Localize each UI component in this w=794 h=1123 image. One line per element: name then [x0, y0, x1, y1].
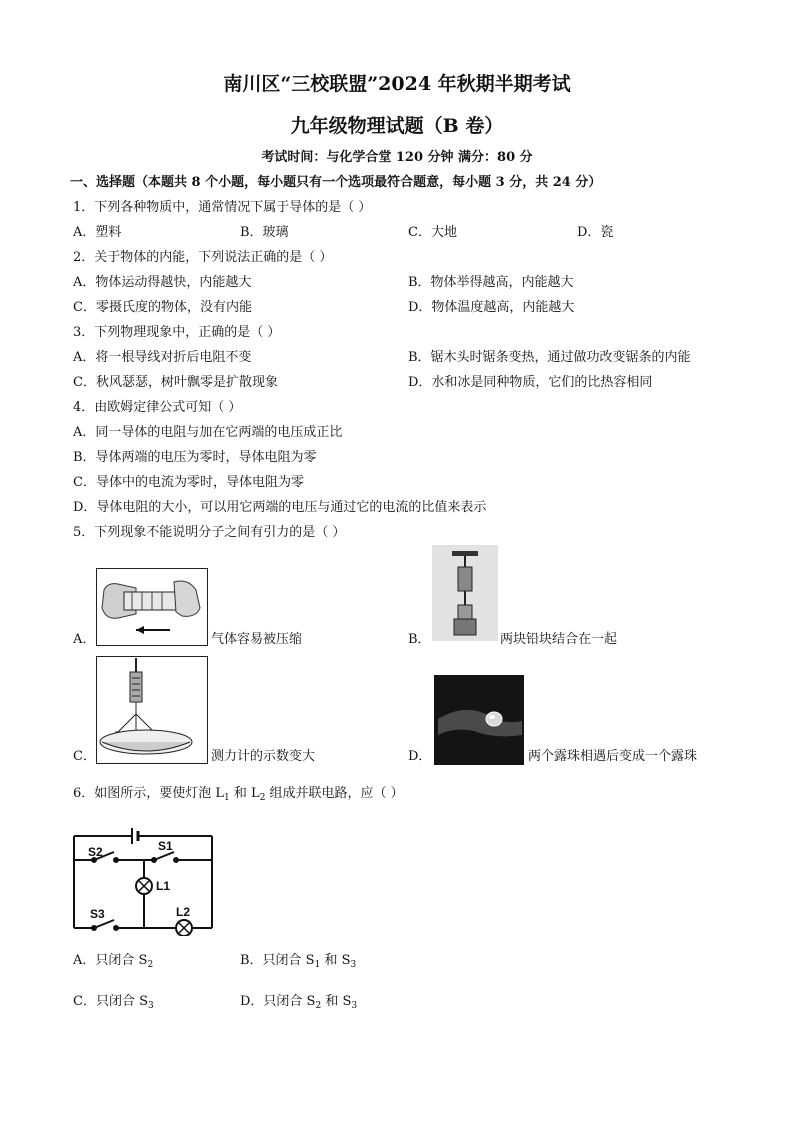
q5-option-d-letter: D． [408, 749, 432, 764]
lead-blocks-figure [432, 545, 498, 641]
q2-option-a: A．物体运动得越快，内能越大 [73, 275, 252, 290]
q3-option-b: B．锯木头时锯条变热，通过做功改变锯条的内能 [408, 350, 691, 365]
q2-option-d: D．物体温度越高，内能越大 [408, 300, 575, 315]
q3-option-c: C．秋风瑟瑟，树叶飘零是扩散现象 [73, 375, 278, 390]
q5-option-c-letter: C． [73, 749, 96, 764]
q4-stem: 4．由欧姆定律公式可知（ ） [73, 400, 242, 415]
q1-stem: 1．下列各种物质中，通常情况下属于导体的是（ ） [73, 200, 372, 215]
q5-option-a-text: 气体容易被压缩 [211, 632, 303, 647]
exam-info: 考试时间：与化学合堂 120 分钟 满分：80 分 [261, 150, 533, 165]
q5-option-d-text: 两个露珠相遇后变成一个露珠 [528, 749, 698, 764]
q6-option-a: A．只闭合 $S_2$ [73, 953, 154, 970]
q2-option-b: B．物体举得越高，内能越大 [408, 275, 574, 290]
q1-option-c: C．大地 [408, 225, 457, 240]
q5-option-a-letter: A． [73, 632, 96, 647]
q5-option-c-text: 测力计的示数变大 [211, 749, 316, 764]
q1-option-a: A．塑料 [73, 225, 122, 240]
circuit-diagram [70, 820, 220, 936]
section-heading: 一、选择题（本题共 8 个小题，每小题只有一个选项最符合题意，每小题 3 分，共 24 分） [70, 175, 602, 190]
q6-option-c: C．只闭合 $S_3$ [73, 994, 154, 1011]
q5-option-b-text: 两块铅块结合在一起 [500, 632, 618, 647]
q2-stem: 2．关于物体的内能，下列说法正确的是（ ） [73, 250, 333, 265]
syringe-figure [96, 568, 208, 646]
q4-option-c: C．导体中的电流为零时，导体电阻为零 [73, 475, 304, 490]
switch-s2-label: S2 [88, 845, 103, 859]
q2-option-c: C．零摄氏度的物体，没有内能 [73, 300, 252, 315]
lamp-l2-label: L2 [176, 905, 191, 919]
q1-option-d: D．瓷 [577, 225, 614, 240]
q4-option-d: D．导体电阻的大小，可以用它两端的电压与通过它的电流的比值来表示 [73, 500, 487, 515]
q6-stem: 6．如图所示，要使灯泡 $L_1$ 和 $L_2$ 组成并联电路，应（ ） [73, 786, 404, 803]
exam-title: 南川区“三校联盟”2024 年秋期半期考试 [223, 73, 571, 95]
spring-scale-figure [96, 656, 208, 764]
dew-drops-figure [434, 675, 524, 765]
exam-subtitle: 九年级物理试题（B 卷） [290, 115, 504, 137]
q5-option-b-letter: B． [408, 632, 431, 647]
q6-option-d: D．只闭合 $S_2$ 和 $S_3$ [240, 994, 358, 1011]
switch-s3-label: S3 [90, 907, 105, 921]
switch-s1-label: S1 [158, 839, 173, 853]
q1-option-b: B．玻璃 [240, 225, 289, 240]
q3-option-a: A．将一根导线对折后电阻不变 [73, 350, 252, 365]
lamp-l1-label: L1 [156, 879, 171, 893]
q6-option-b: B．只闭合 $S_1$ 和 $S_3$ [240, 953, 357, 970]
q5-stem: 5．下列现象不能说明分子之间有引力的是（ ） [73, 525, 346, 540]
q4-option-a: A．同一导体的电阻与加在它两端的电压成正比 [73, 425, 343, 440]
q3-option-d: D．水和冰是同种物质，它们的比热容相同 [408, 375, 653, 390]
q4-option-b: B．导体两端的电压为零时，导体电阻为零 [73, 450, 317, 465]
q3-stem: 3．下列物理现象中，正确的是（ ） [73, 325, 281, 340]
